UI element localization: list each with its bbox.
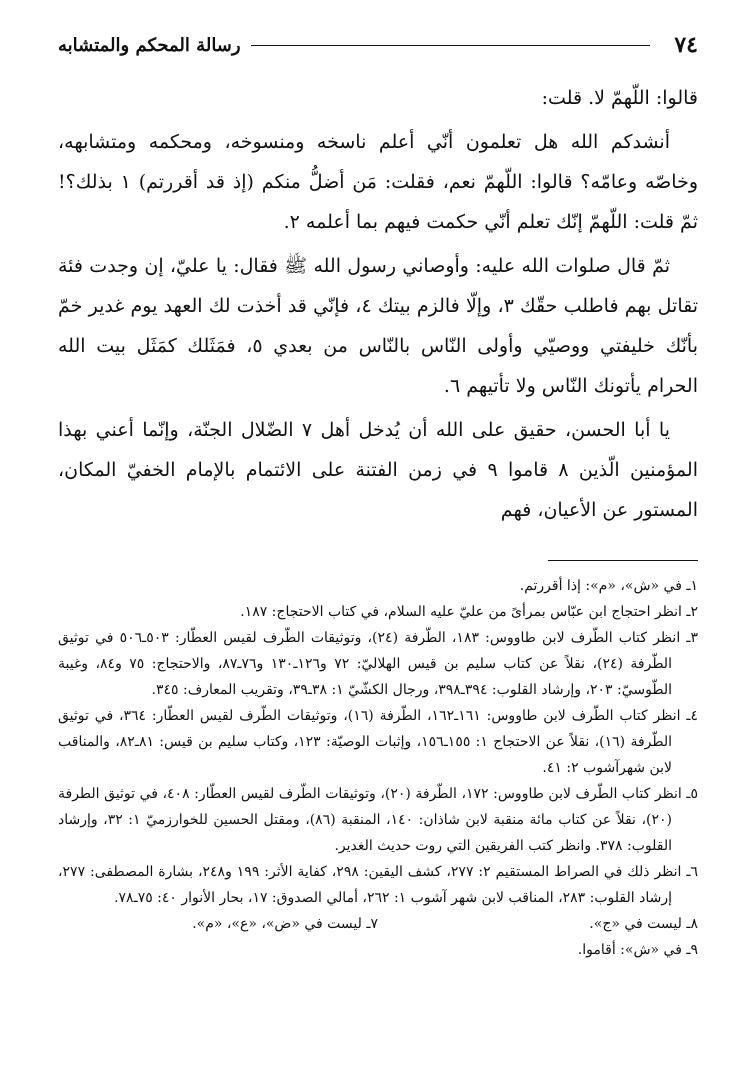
footnote: ٢ـ انظر احتجاج ابن عبّاس بمرأىً من عليّ عليه السلام، في كتاب الاحتجاج: ١٨٧. [240,604,698,620]
footnote: ٩ـ في «ش»: أقاموا. [577,942,698,958]
header-rule [251,45,651,46]
footnote: ١ـ في «ش»، «م»: إذا أقررتم. [519,578,698,594]
footnote: ٧ـ ليست في «ض»، «ع»، «م». [192,916,378,932]
footnotes [58,573,698,963]
running-title: رسالة المحكم والمتشابه [58,34,241,56]
footnote-spacer [58,937,378,963]
footnote-row [58,911,698,937]
paragraph: يا أبا الحسن، حقيق على الله أن يُدخل أهل ٧ الضّلال الجنّة، وإنّما أعني بهذا المؤمنين الّذين ٨ قاموا ٩ في زمن الفتنة على الائتمام بالإمام الخفيّ المكان، المستور عن الأعيان، فهم [58,419,698,521]
footnote: ٦ـ انظر ذلك في الصراط المستقيم ٢: ٢٧٧، كشف اليقين: ٢٩٨، كفاية الأثر: ١٩٩ و٢٤٨، بشارة المصطفى: ٢٧٧، إرشاد القلوب: ٢٨٣، المناقب لابن شهر آشوب ١: ٢٦٢، أمالي الصدوق: ١٧، بحار الأنوار ٤٠: ٧٥ـ٧٨. [58,864,699,906]
footnote: ٨ـ ليست في «ج». [589,916,698,932]
paragraph: قالوا: اللّهمّ لا. قلت: [541,87,698,109]
footnote-row [58,937,698,963]
paragraph: أنشدكم الله هل تعلمون أنّي أعلم ناسخه ومنسوخه، ومحكمه ومتشابهه، وخاصّه وعامّه؟ قالوا: اللّهمّ نعم، فقلت: مَن أضلُّ منكم (إذ قد أقررتم) ١ بذلك؟! ثمّ قلت: اللّهمّ إنّك تعلم أنّي حكمت فيهم بما أعلمه ٢. [58,131,699,233]
main-text [58,78,698,530]
footnote: ٥ـ انظر كتاب الطّرف لابن طاووس: ١٧٢، الطّرفة (٢٠)، وتوثيقات الطّرف لقيس العطّار: ٤٠٨، في توثيق الطرفة (٢٠)، نقلاً عن كتاب مائة منقبة لابن شاذان: ١٤٠، المنقبة (٨٦)، ومقتل الحسين للخوارزميّ ١: ٣٢، وإرشاد القلوب: ٣٧٨. وانظر كتب الفريقين التي روت حديث الغدير. [58,786,698,854]
footnote: ٣ـ انظر كتاب الطّرف لابن طاووس: ١٨٣، الطّرفة (٢٤)، وتوثيقات الطّرف لقيس العطّار: ٥٠٣ـ٥٠٦ في توثيق الطّرفة (٢٤)، نقلاً عن كتاب سليم بن قيس الهلاليّ: ٧٢ و١٢٦ـ١٣٠ و٧٦ـ٨٧، والاحتجاج: ٧٥ و٨٤، وغيبة الطّوسيّ: ٢٠٣، وإرشاد القلوب: ٣٩٤ـ٣٩٨، ورجال الكشّيّ ١: ٣٨ـ٣٩، وتقريب المعارف: ٣٤٥. [58,630,698,698]
page-number: ٧٤ [674,32,698,58]
footnote-separator [548,560,698,561]
page-header [58,28,698,62]
footnote: ٤ـ انظر كتاب الطّرف لابن طاووس: ١٦١ـ١٦٢، الطّرفة (١٦)، وتوثيقات الطّرف لقيس العطّار: ٣٦٤، في توثيق الطّرفة (١٦)، نقلاً عن الاحتجاج ١: ١٥٥ـ١٥٦، وإثبات الوصيّة: ١٢٣، وكتاب سليم بن قيس: ٨١ـ٨٢، والمناقب لابن شهرآشوب ٢: ٤١. [58,708,698,776]
paragraph: ثمّ قال صلوات الله عليه: وأوصاني رسول الله ﷺ فقال: يا عليّ، إن وجدت فئة تقاتل بهم فاطلب حقّك ٣، وإلّا فالزم بيتك ٤، فإنّي قد أخذت لك العهد يوم غدير خمّ بأنّك خليفتي ووصيّي وأولى النّاس بالنّاس من بعدي ٥، فمَثَلك كمَثَل بيت الله الحرام يأتونك النّاس ولا تأتيهم ٦. [58,255,699,397]
